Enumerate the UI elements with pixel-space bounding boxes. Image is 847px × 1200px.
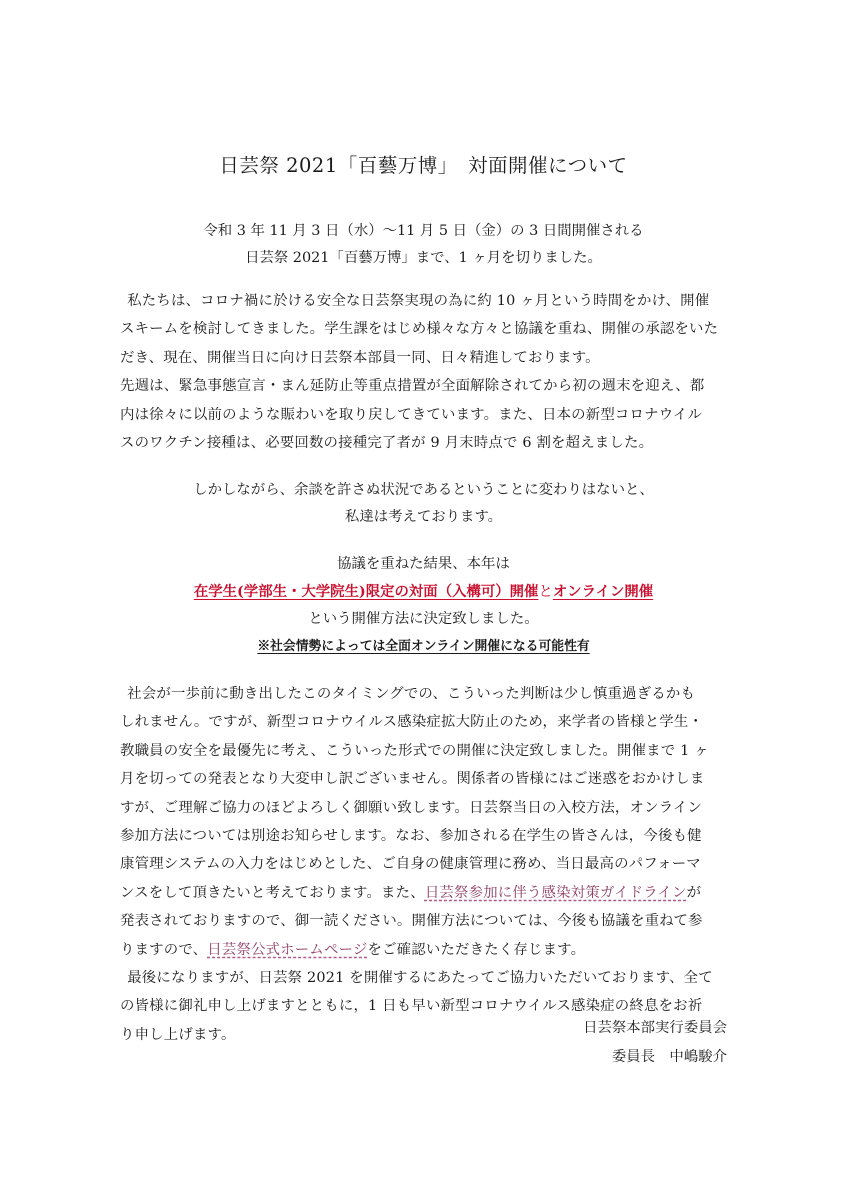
paragraph-line: スキームを検討してきました。学生課をはじめ様々な方々と協議を重ね、開催の承認をいた <box>120 321 719 338</box>
paragraph-line: すが、ご理解ご協力のほどよろしく御願い致します。日芸祭当日の入校方法，オンライン <box>120 799 703 816</box>
paragraph-line: 最後になりますが、日芸祭 2021 を開催するにあたってご協力いただいております、全て <box>127 970 713 987</box>
decision-block <box>0 551 847 660</box>
paragraph-line: 教職員の安全を最優先に考え、こういった形式での開催に決定致しました。開催まで 1 ヶ <box>120 742 709 759</box>
homepage-link[interactable]: 日芸祭公式ホームページ <box>207 941 368 958</box>
paragraph-line: 発表されておりますので、御一読ください。開催方法については、今後も協議を重ねて参 <box>120 913 703 930</box>
intro-line: 令和 3 年 11 月 3 日（水）～11 月 5 日（金）の 3 日間開催される <box>203 223 644 239</box>
paragraph-line: だき、現在、開催当日に向け日芸祭本部員一同、日々精進しております。 <box>120 349 600 366</box>
paragraph-background <box>120 287 726 457</box>
paragraph-line: 社会が一歩前に動き出したこのタイミングでの、こういった判断は少し慎重過ぎるかも <box>127 686 696 702</box>
decision-highlight-line <box>0 578 847 606</box>
chair-name: 委員長 中嶋駿介 <box>611 1049 727 1065</box>
paragraph-line: り申し上げます。 <box>120 1026 236 1043</box>
intro-line: 日芸祭 2021「百藝万博」まで、1 ヶ月を切りました。 <box>245 250 602 266</box>
disclaimer-note: ※社会情勢によっては全面オンライン開催になる可能性有 <box>257 639 590 654</box>
paragraph-line: 内は徐々に以前のような賑わいを取り戻してきています。また、日本の新型コロナウイル <box>120 406 703 423</box>
paragraph-line: 参加方法については別途お知らせします。なお、参加される在学生の皆さんは，今後も健 <box>120 828 702 845</box>
paragraph-announcement <box>120 680 726 1049</box>
paragraph-line <box>120 879 726 907</box>
decision-intro: 協議を重ねた結果、本年は <box>337 556 510 572</box>
concern-line: しかしながら、余談を許さぬ状況であるということに変わりはないと、 <box>193 482 654 498</box>
intro-block <box>0 218 847 272</box>
paragraph-line: 先週は、緊急事態宣言・まん延防止等重点措置が全面解除されてから初の週末を迎え、都 <box>120 378 705 395</box>
organization-name: 日芸祭本部実行委員会 <box>583 1020 727 1036</box>
paragraph-line: スのワクチン接種は、必要回数の接種完了者が 9 月末時点で 6 割を超えました。 <box>120 435 654 452</box>
line-text: をご確認いただきたく存じます。 <box>367 941 586 958</box>
connector-text: と <box>538 584 553 600</box>
decision-result: という開催方法に決定致しました。 <box>308 611 539 627</box>
line-text: ンスをして頂きたいと考えております。また、 <box>120 884 425 901</box>
guideline-link[interactable]: 日芸祭参加に伴う感染対策ガイドライン <box>424 884 687 901</box>
page-title: 日芸祭 2021「百藝万博」 対面開催について <box>219 154 628 177</box>
concern-block <box>0 477 847 531</box>
paragraph-line: 月を切っての発表となり大変申し訳ございません。関係者の皆様にはご迷惑をおかけしま <box>120 771 705 788</box>
concern-line: 私達は考えております。 <box>344 509 503 525</box>
signature-block <box>583 1014 727 1072</box>
paragraph-line: 私たちは、コロナ禍に於ける安全な日芸祭実現の為に約 10 ヶ月という時間をかけ、開催 <box>127 293 710 309</box>
paragraph-line: しれません。ですが、新型コロナウイルス感染症拡大防止のため，来学者の皆様と学生・ <box>120 714 704 731</box>
paragraph-line: の皆様に御礼申し上げますとともに，1 日も早い新型コロナウイルス感染症の終息をお祈 <box>120 998 703 1015</box>
paragraph-line: 康管理システムの入力をはじめとした、ご自身の健康管理に務め、当日最高のパフォーマ <box>120 856 701 873</box>
line-text: りますので、 <box>120 941 208 958</box>
line-text: が <box>686 884 702 901</box>
online-highlight: オンライン開催 <box>552 583 654 600</box>
paragraph-line <box>120 936 726 964</box>
in-person-highlight: 在学生(学部生・大学院生)限定の対面（入構可）開催 <box>193 583 539 600</box>
